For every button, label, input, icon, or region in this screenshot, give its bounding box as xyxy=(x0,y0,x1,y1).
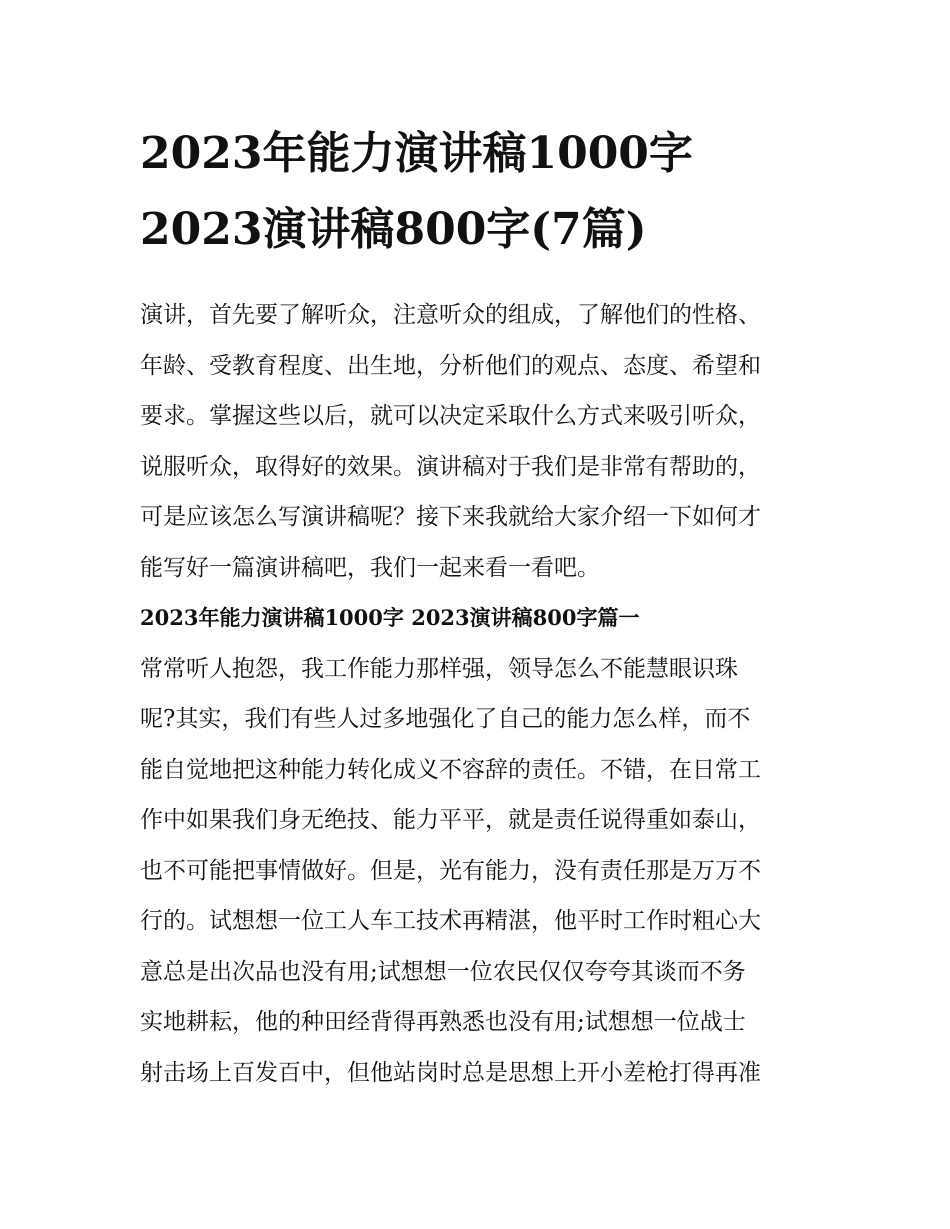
body-line: 作中如果我们身无绝技、能力平平，就是责任说得重如泰山， xyxy=(140,807,761,833)
body-line: 射击场上百发百中，但他站岗时总是思想上开小差枪打得再准 xyxy=(140,1059,761,1086)
body-paragraph xyxy=(140,644,810,1099)
body-line: 也不可能把事情做好。但是，光有能力，没有责任那是万万不 xyxy=(140,857,761,884)
intro-line: 要求。掌握这些以后，就可以决定采取什么方式来吸引听众， xyxy=(140,403,761,429)
body-line: 常常听人抱怨，我工作能力那样强，领导怎么不能慧眼识珠 xyxy=(140,655,738,682)
title-line-1: 2023年能力演讲稿1000字 xyxy=(140,128,693,179)
title-line-2: 2023演讲稿800字(7篇) xyxy=(140,204,647,255)
body-line: 意总是出次品也没有用;试想想一位农民仅仅夸夸其谈而不务 xyxy=(140,958,746,985)
intro-line: 能写好一篇演讲稿吧，我们一起来看一看吧。 xyxy=(140,554,600,581)
body-line: 呢?其实，我们有些人过多地强化了自己的能力怎么样，而不 xyxy=(140,706,751,732)
body-line: 行的。试想想一位工人车工技术再精湛，他平时工作时粗心大 xyxy=(140,908,761,934)
section-heading: 2023年能力演讲稿1000字 2023演讲稿800字篇一 xyxy=(140,605,640,630)
intro-line: 年龄、受教育程度、出生地，分析他们的观点、态度、希望和 xyxy=(140,352,761,379)
body-line: 能自觉地把这种能力转化成义不容辞的责任。不错，在日常工 xyxy=(140,756,761,783)
document-title xyxy=(140,116,810,268)
intro-line: 演讲，首先要了解听众，注意听众的组成，了解他们的性格、 xyxy=(140,302,761,328)
intro-line: 可是应该怎么写演讲稿呢？接下来我就给大家介绍一下如何才 xyxy=(140,504,761,530)
intro-line: 说服听众，取得好的效果。演讲稿对于我们是非常有帮助的， xyxy=(140,453,761,480)
intro-paragraph xyxy=(140,290,810,593)
body-line: 实地耕耘，他的种田经背得再熟悉也没有用;试想想一位战士 xyxy=(140,1009,746,1035)
